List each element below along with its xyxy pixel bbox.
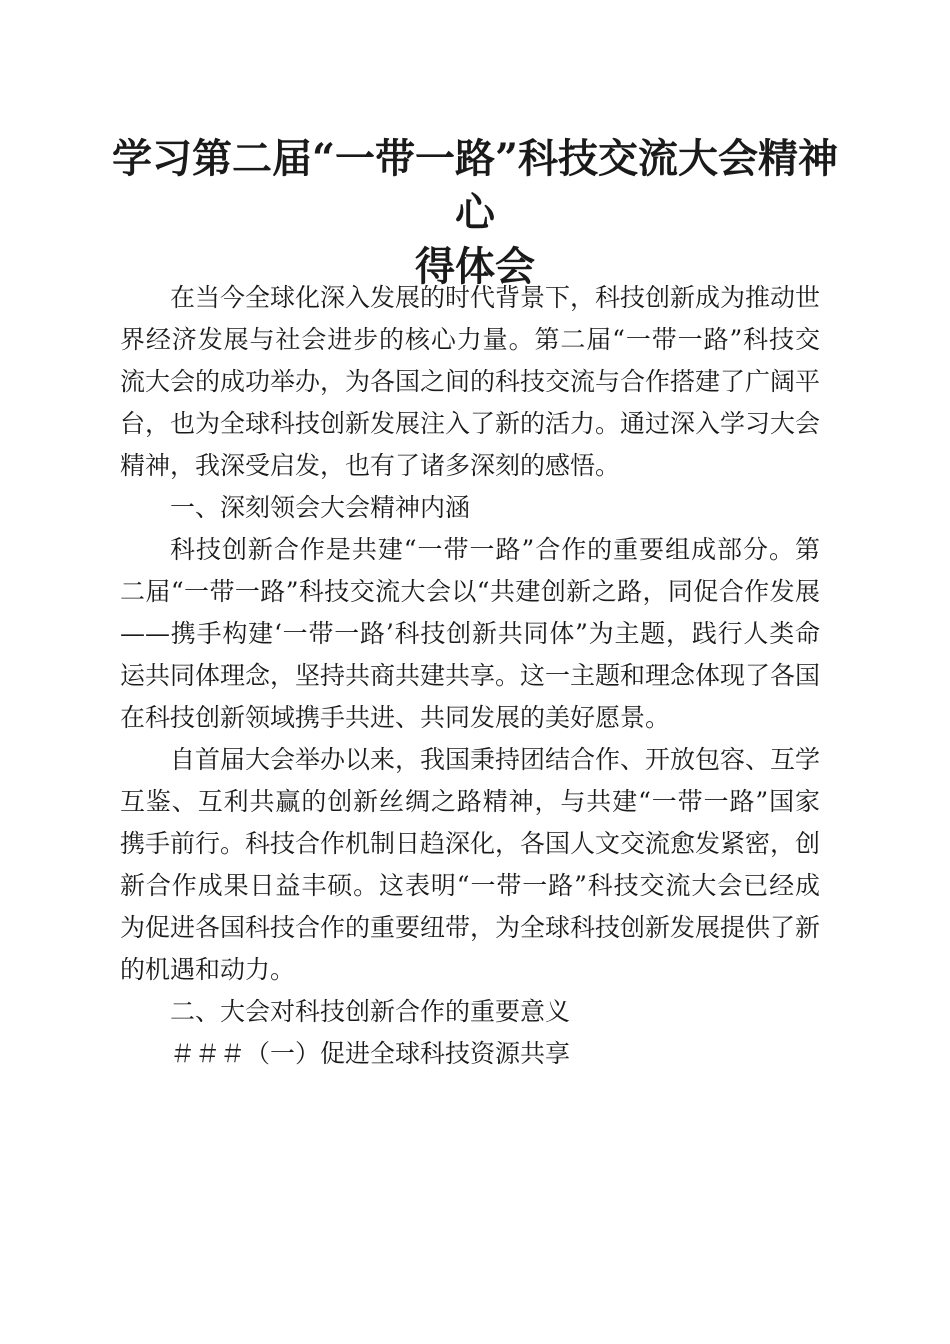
title-line-1: 学习第二届“一带一路”科技交流大会精神心 xyxy=(111,135,838,236)
section-heading-2: 二、大会对科技创新合作的重要意义 xyxy=(170,997,571,1026)
section-heading-1: 一、深刻领会大会精神内涵 xyxy=(170,493,471,522)
subsection-heading: ＃＃＃（一）促进全球科技资源共享 xyxy=(170,1039,571,1068)
intro-paragraph: 在当今全球化深入发展的时代背景下，科技创新成为推动世界经济发展与社会进步的核心力量。第二届“一带一路”科技交流大会的成功举办，为各国之间的科技交流与合作搭建了广阔平台，也为全球科技创新发展注入了新的活力。通过深入学习大会精神，我深受启发，也有了诸多深刻的感悟。 xyxy=(120,283,821,480)
document-title xyxy=(110,132,840,294)
body-paragraph: 科技创新合作是共建“一带一路”合作的重要组成部分。第二届“一带一路”科技交流大会以“共建创新之路，同促合作发展——携手构建‘一带一路’科技创新共同体”为主题，践行人类命运共同体理念，坚持共商共建共享。这一主题和理念体现了各国在科技创新领域携手共进、共同发展的美好愿景。 xyxy=(120,535,821,732)
body-paragraph: 自首届大会举办以来，我国秉持团结合作、开放包容、互学互鉴、互利共赢的创新丝绸之路精神，与共建“一带一路”国家携手前行。科技合作机制日趋深化，各国人文交流愈发紧密，创新合作成果日益丰硕。这表明“一带一路”科技交流大会已经成为促进各国科技合作的重要纽带，为全球科技创新发展提供了新的机遇和动力。 xyxy=(120,745,821,984)
title-line-2: 得体会 xyxy=(415,243,535,290)
document-body xyxy=(120,277,820,1075)
